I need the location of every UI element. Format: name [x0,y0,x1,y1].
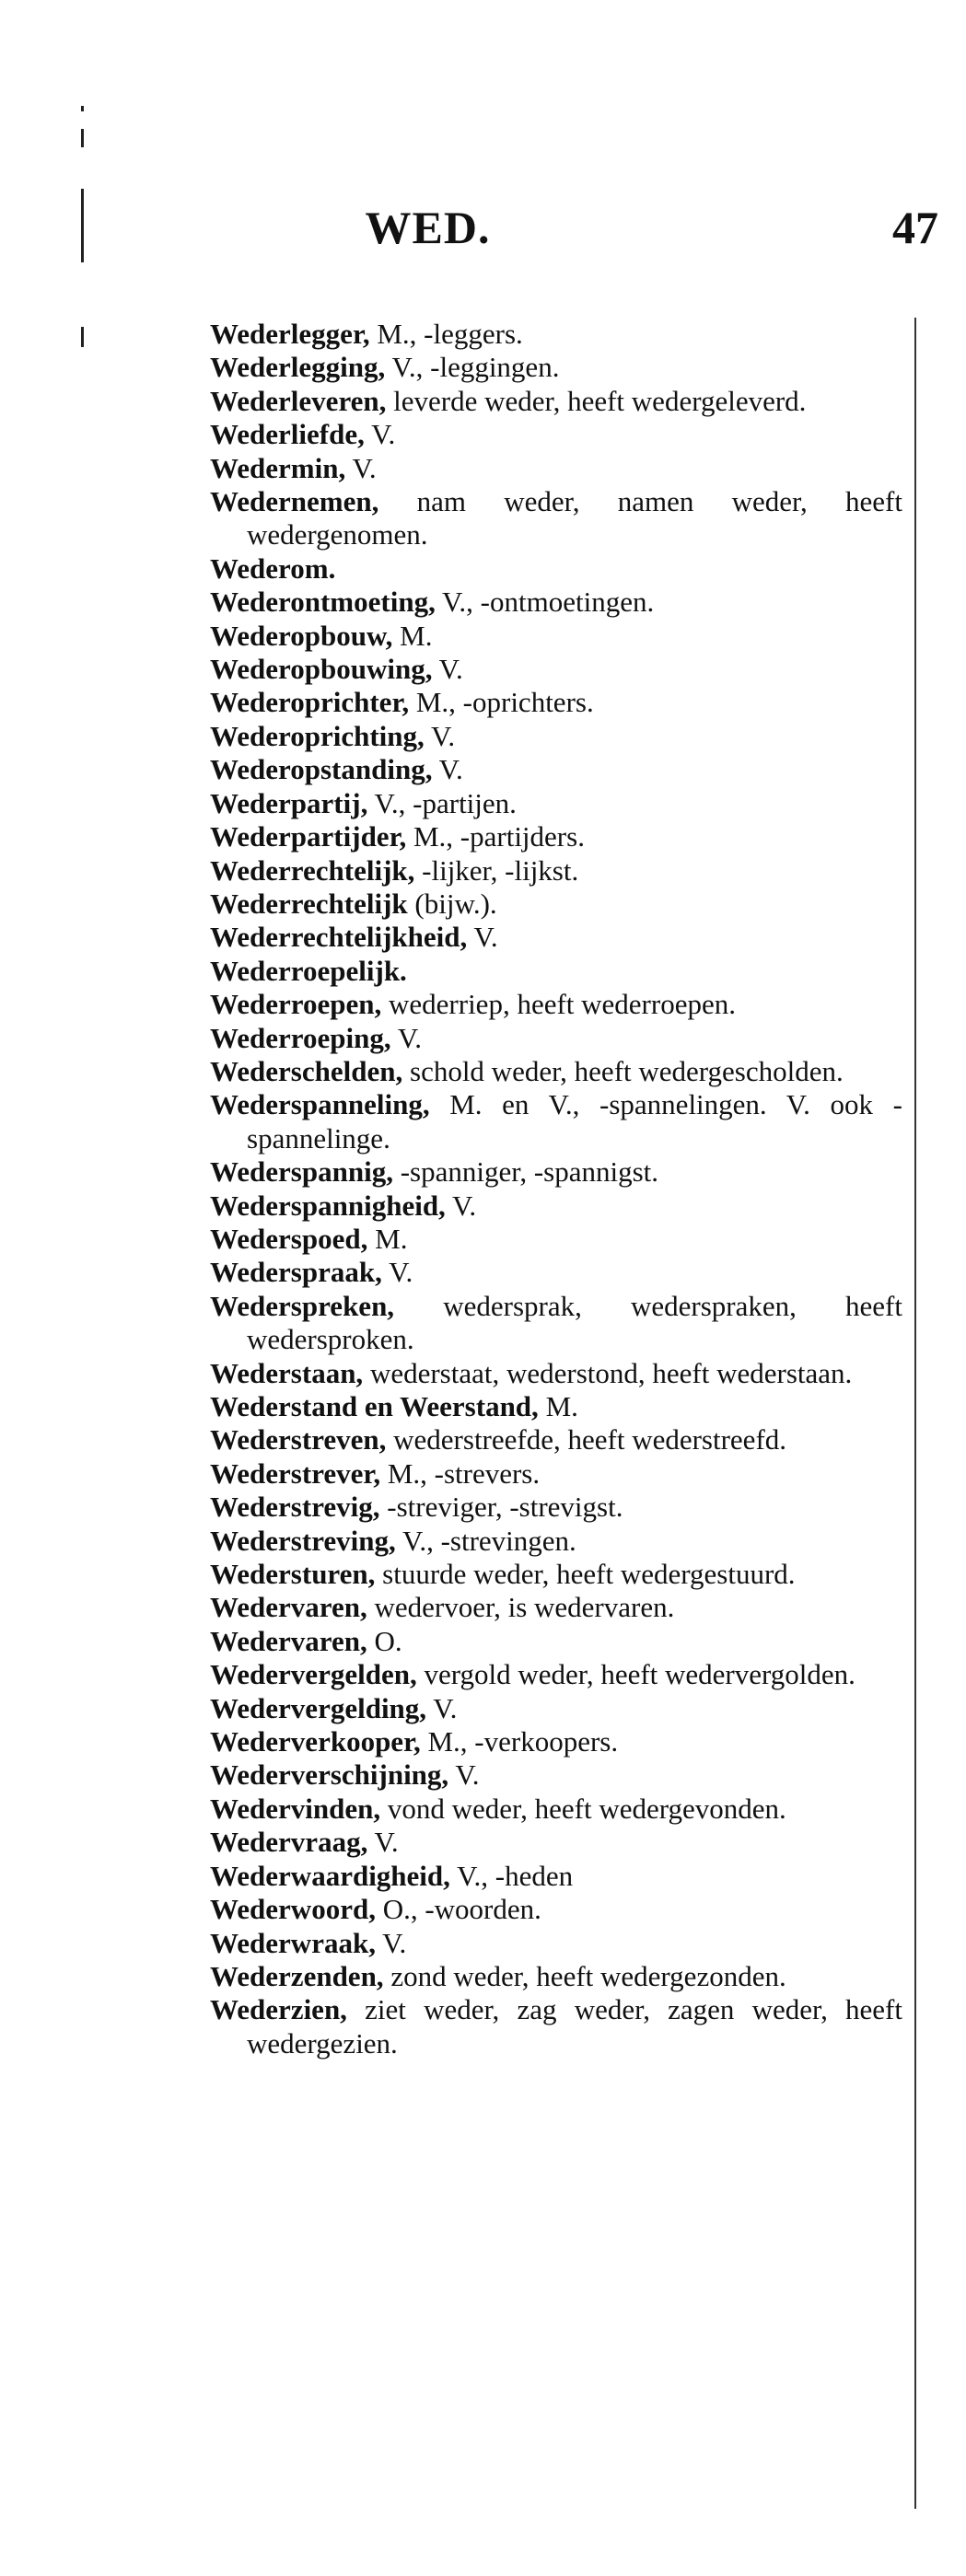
dictionary-entry [210,1256,902,1289]
entry-headword: Wedervergelden, [210,1658,417,1691]
entry-definition: ziet weder, zag weder, zagen weder, heeft wedergezien. [247,1993,902,2060]
dictionary-entry [210,921,902,954]
entry-headword: Wedervergelding, [210,1691,427,1724]
dictionary-entry [210,1290,902,1357]
entry-headword: Wedervinden, [210,1792,381,1825]
entry-definition: O., -woorden. [375,1893,541,1926]
entry-headword: Wederspoed, [210,1222,368,1255]
entry-definition: M. en V., -spannelingen. V. ook -spannelinge. [247,1088,902,1155]
entry-headword: Wedersturen, [210,1558,376,1591]
entry-headword: Wederopbouwing, [210,653,433,686]
entry-headword: Wederpartijder, [210,820,407,853]
dictionary-entry [210,1993,902,2060]
entry-definition: V. [445,1189,477,1222]
dictionary-entry [210,1055,902,1088]
entry-headword: Wederspanneling, [210,1088,430,1121]
entry-headword: Wederzien, [210,1993,347,2026]
entry-headword: Wederstrevig, [210,1491,380,1524]
dictionary-entry [210,1591,902,1624]
entry-definition: M., -leggers. [369,318,523,350]
entry-definition: V. [467,921,498,954]
dictionary-entry [210,1758,902,1792]
entry-definition: V. [424,719,456,752]
entry-definition: leverde weder, heeft wedergeleverd. [386,384,807,417]
dictionary-entry [210,1692,902,1725]
entry-headword: Wederroepen, [210,988,382,1021]
entry-headword: Wederrechtelijk, [210,853,415,887]
entry-headword: Wederoprichting, [210,719,425,752]
entry-definition: -streviger, -strevigst. [379,1491,623,1524]
dictionary-entry [210,820,902,853]
entry-definition: -lijker, -lijkst. [414,853,579,887]
dictionary-entry [210,1390,902,1423]
entry-definition: M., -verkoopers. [420,1725,619,1758]
entry-headword: Wederopbouw, [210,619,393,652]
dictionary-entry [210,988,902,1021]
entry-definition: wedersprak, wederspraken, heeft wedersproken. [247,1289,902,1356]
entry-headword: Wederstreving, [210,1524,396,1557]
dictionary-entry [210,1558,902,1591]
dictionary-entry [210,1189,902,1223]
dictionary-entry [210,955,902,988]
entry-definition: V. [364,418,396,451]
entry-headword: Wedernemen, [210,485,379,518]
entry-headword: Wederrechtelijk [210,887,408,920]
entry-definition: V. [426,1691,458,1724]
entry-definition: V. [432,753,463,786]
entry-headword: Wederontmoeting, [210,586,436,619]
dictionary-entry [210,1022,902,1055]
dictionary-entry [210,1826,902,1859]
dictionary-entry [210,1725,902,1758]
entry-definition: M. [392,619,433,652]
entry-headword: Wedervraag, [210,1826,368,1859]
dictionary-entry [210,418,902,451]
dictionary-entry [210,1893,902,1926]
entry-headword: Wederspraak, [210,1256,382,1289]
dictionary-entry [210,318,902,351]
entry-headword: Wederroeping, [210,1021,391,1054]
dictionary-entry [210,620,902,653]
entry-definition: wederstaat, wederstond, heeft wederstaan. [363,1356,853,1389]
entry-headword: Wederom. [210,551,336,585]
entry-headword: Wederwaardigheid, [210,1859,450,1892]
entry-headword: Wederstand en Weerstand, [210,1390,539,1422]
dictionary-entry [210,1927,902,1960]
page-number: 47 [892,202,938,253]
entry-definition: V. [381,1256,413,1289]
entry-headword: Wedermin, [210,451,346,484]
entry-headword: Wederspannigheid, [210,1189,446,1222]
entry-headword: Wederliefde, [210,418,365,451]
entry-definition: V., -leggingen. [385,351,560,384]
entry-definition: nam weder, namen weder, heeft wedergenomen. [247,485,902,551]
entry-definition: zond weder, heeft wedergezonden. [383,1959,786,1992]
dictionary-entry [210,1088,902,1155]
dictionary-entry [210,1491,902,1524]
entry-definition: M., -oprichters. [409,686,594,719]
dictionary-entry [210,351,902,384]
dictionary-entry [210,1625,902,1658]
dictionary-entry [210,586,902,619]
entry-definition: M. [367,1222,408,1255]
entry-definition: V. [367,1826,399,1859]
entry-headword: Wederroepelijk. [210,954,407,987]
dictionary-entry [210,1960,902,1993]
entry-definition: -spanniger, -spannigst. [392,1155,659,1189]
entry-definition: V., -strevingen. [395,1524,576,1557]
entry-definition: V., -ontmoetingen. [435,586,655,619]
entry-headword: Wederzenden, [210,1959,384,1992]
entry-headword: Wederlegger, [210,318,370,350]
entry-headword: Wederlegging, [210,351,386,384]
entry-headword: Wederpartij, [210,786,368,819]
entry-definition: M., -strevers. [380,1456,541,1490]
entry-definition: V., -partijen. [367,786,517,819]
dictionary-entry [210,1155,902,1189]
column-rule [914,318,916,2509]
entry-headword: Wederstreven, [210,1423,387,1456]
dictionary-entry [210,1860,902,1893]
entry-definition: V. [375,1926,407,1959]
dictionary-entry [210,1658,902,1691]
dictionary-entry [210,1793,902,1826]
entry-headword: Wederleveren, [210,384,387,417]
dictionary-entry [210,452,902,485]
dictionary-entry [210,854,902,888]
entry-headword: Wederverschijning, [210,1758,449,1792]
entry-headword: Wederrechtelijkheid, [210,921,468,954]
entry-headword: Wedervaren, [210,1624,367,1657]
entry-definition: stuurde weder, heeft wedergestuurd. [375,1558,796,1591]
entry-definition: vond weder, heeft wedergevonden. [380,1792,786,1825]
entry-headword: Wederoprichter, [210,686,410,719]
entry-definition: V. [345,451,377,484]
dictionary-entry [210,653,902,686]
entry-headword: Wederstrever, [210,1456,381,1490]
entry-headword: Wederwoord, [210,1893,376,1926]
dictionary-entry [210,552,902,586]
entry-headword: Wederstaan, [210,1356,364,1389]
entry-definition: vergold weder, heeft wedervergolden. [416,1658,855,1691]
entry-definition: wederstreefde, heeft wederstreefd. [386,1423,787,1456]
dictionary-entry [210,385,902,418]
dictionary-entry [210,686,902,719]
dictionary-entry [210,1525,902,1558]
page-title: WED. [365,202,491,253]
entry-definition: wederriep, heeft wederroepen. [381,988,736,1021]
dictionary-entry [210,1357,902,1390]
entry-definition: wedervoer, is wedervaren. [367,1591,675,1624]
margin-mark [81,106,84,111]
entry-definition: schold weder, heeft wedergescholden. [402,1054,844,1087]
margin-mark [81,327,84,347]
entry-definition: V. [448,1758,480,1792]
entry-list [210,318,902,2060]
entry-definition: M. [538,1390,578,1422]
dictionary-entry [210,485,902,552]
dictionary-entry [210,753,902,786]
entry-headword: Wederwraak, [210,1926,376,1959]
entry-headword: Wederspannig, [210,1155,393,1189]
entry-headword: Wedervaren, [210,1591,367,1624]
entry-definition: M., -partijders. [406,820,585,853]
entry-headword: Wederverkooper, [210,1725,421,1758]
entry-definition: V. [390,1021,422,1054]
entry-definition: V., -heden [449,1859,574,1892]
dictionary-entry [210,720,902,753]
entry-headword: Wederschelden, [210,1054,403,1087]
entry-headword: Wederopstanding, [210,753,433,786]
dictionary-entry [210,787,902,820]
dictionary-entry [210,1457,902,1491]
margin-mark [81,129,84,147]
dictionary-entry [210,1423,902,1456]
entry-headword: Wederspreken, [210,1289,395,1322]
entry-definition: (bijw.). [407,887,497,920]
entry-definition: O. [367,1624,402,1657]
entry-definition: V. [432,653,463,686]
dictionary-entry [210,1223,902,1256]
dictionary-entry [210,888,902,921]
